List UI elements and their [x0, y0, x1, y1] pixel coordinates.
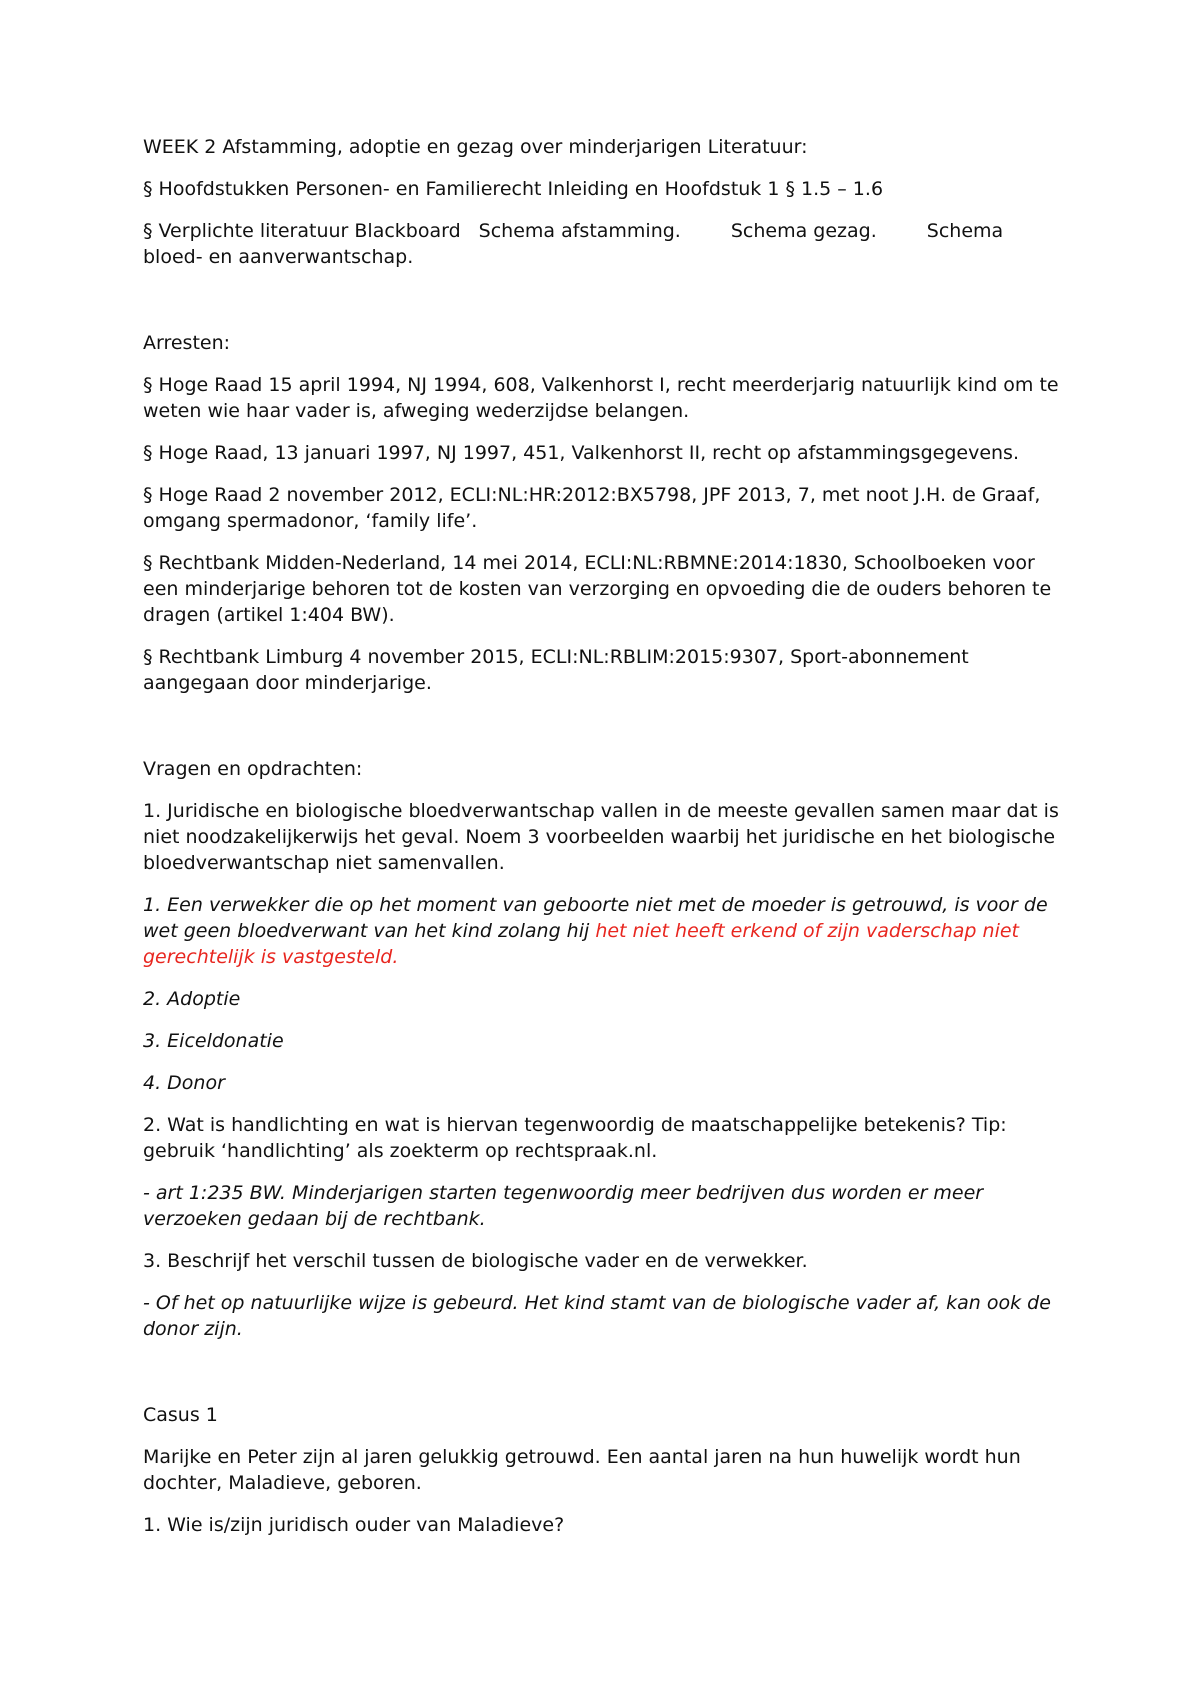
literature-item-2-cont: bloed- en aanverwantschap.	[143, 246, 414, 268]
question-3: 3. Beschrijf het verschil tussen de biologische vader en de verwekker.	[143, 1250, 808, 1272]
casus-text: Marijke en Peter zijn al jaren gelukkig getrouwd. Een aantal jaren na hun huwelijk wordt hun dochter, Maladieve, geboren.	[143, 1446, 1021, 1494]
literature-item-2	[143, 218, 1063, 270]
schema-afstamming: Schema afstamming.	[478, 220, 681, 242]
schema-gezag: Schema gezag.	[730, 220, 877, 242]
answer-3: - Of het op natuurlijke wijze is gebeurd. Het kind stamt van de biologische vader af, kan ook de donor zijn.	[143, 1292, 1051, 1340]
answer-1-item-2: 2. Adoptie	[143, 988, 241, 1010]
vragen-heading: Vragen en opdrachten:	[143, 758, 363, 780]
spacer	[143, 712, 1063, 756]
casus-question-1: 1. Wie is/zijn juridisch ouder van Maladieve?	[143, 1514, 565, 1536]
document-content	[143, 134, 1063, 1554]
arrest-item: § Rechtbank Limburg 4 november 2015, ECLI:NL:RBLIM:2015:9307, Sport-abonnement aangegaan door minderjarige.	[143, 646, 969, 694]
week-heading: WEEK 2 Afstamming, adoptie en gezag over minderjarigen Literatuur:	[143, 136, 808, 158]
spacer	[143, 286, 1063, 330]
literature-item-2-intro: § Verplichte literatuur Blackboard	[143, 220, 461, 242]
answer-1	[143, 892, 1063, 970]
answer-1-highlight: het niet heeft erkend of zijn vaderschap niet gerechtelijk is vastgesteld.	[143, 920, 1019, 968]
arrest-item: § Hoge Raad 2 november 2012, ECLI:NL:HR:2012:BX5798, JPF 2013, 7, met noot J.H. de Graaf, omgang spermadonor, ‘family life’.	[143, 484, 1041, 532]
arresten-heading: Arresten:	[143, 332, 231, 354]
schema-bloed: Schema	[926, 220, 1004, 242]
arrest-item: § Hoge Raad 15 april 1994, NJ 1994, 608, Valkenhorst I, recht meerderjarig natuurlijk kind om te weten wie haar vader is, afweging wederzijdse belangen.	[143, 374, 1059, 422]
spacer	[143, 1358, 1063, 1402]
casus-heading: Casus 1	[143, 1404, 218, 1426]
question-1: 1. Juridische en biologische bloedverwantschap vallen in de meeste gevallen samen maar dat is niet noodzakelijkerwijs het geval. Noem 3 voorbeelden waarbij het juridische en het biologische bloedverwantschap niet samenvallen.	[143, 800, 1059, 874]
arrest-item: § Rechtbank Midden-Nederland, 14 mei 2014, ECLI:NL:RBMNE:2014:1830, Schoolboeken voor een minderjarige behoren tot de kosten van verzorging en opvoeding die de ouders behoren te dragen (artikel 1:404 BW).	[143, 552, 1052, 626]
answer-1-text: 1. Een verwekker die op het moment van geboorte niet met de moeder is getrouwd, is voor de wet geen bloedverwant van het kind zolang hij	[143, 894, 1048, 942]
answer-1-item-4: 4. Donor	[143, 1072, 225, 1094]
answer-1-item-3: 3. Eiceldonatie	[143, 1030, 284, 1052]
answer-2: - art 1:235 BW. Minderjarigen starten tegenwoordig meer bedrijven dus worden er meer verzoeken gedaan bij de rechtbank.	[143, 1182, 984, 1230]
question-2: 2. Wat is handlichting en wat is hiervan tegenwoordig de maatschappelijke betekenis? Tip: gebruik ‘handlichting’ als zoekterm op rechtspraak.nl.	[143, 1114, 1007, 1162]
literature-item-1: § Hoofdstukken Personen- en Familierecht Inleiding en Hoofdstuk 1 § 1.5 – 1.6	[143, 178, 884, 200]
arrest-item: § Hoge Raad, 13 januari 1997, NJ 1997, 451, Valkenhorst II, recht op afstammingsgegevens.	[143, 442, 1019, 464]
